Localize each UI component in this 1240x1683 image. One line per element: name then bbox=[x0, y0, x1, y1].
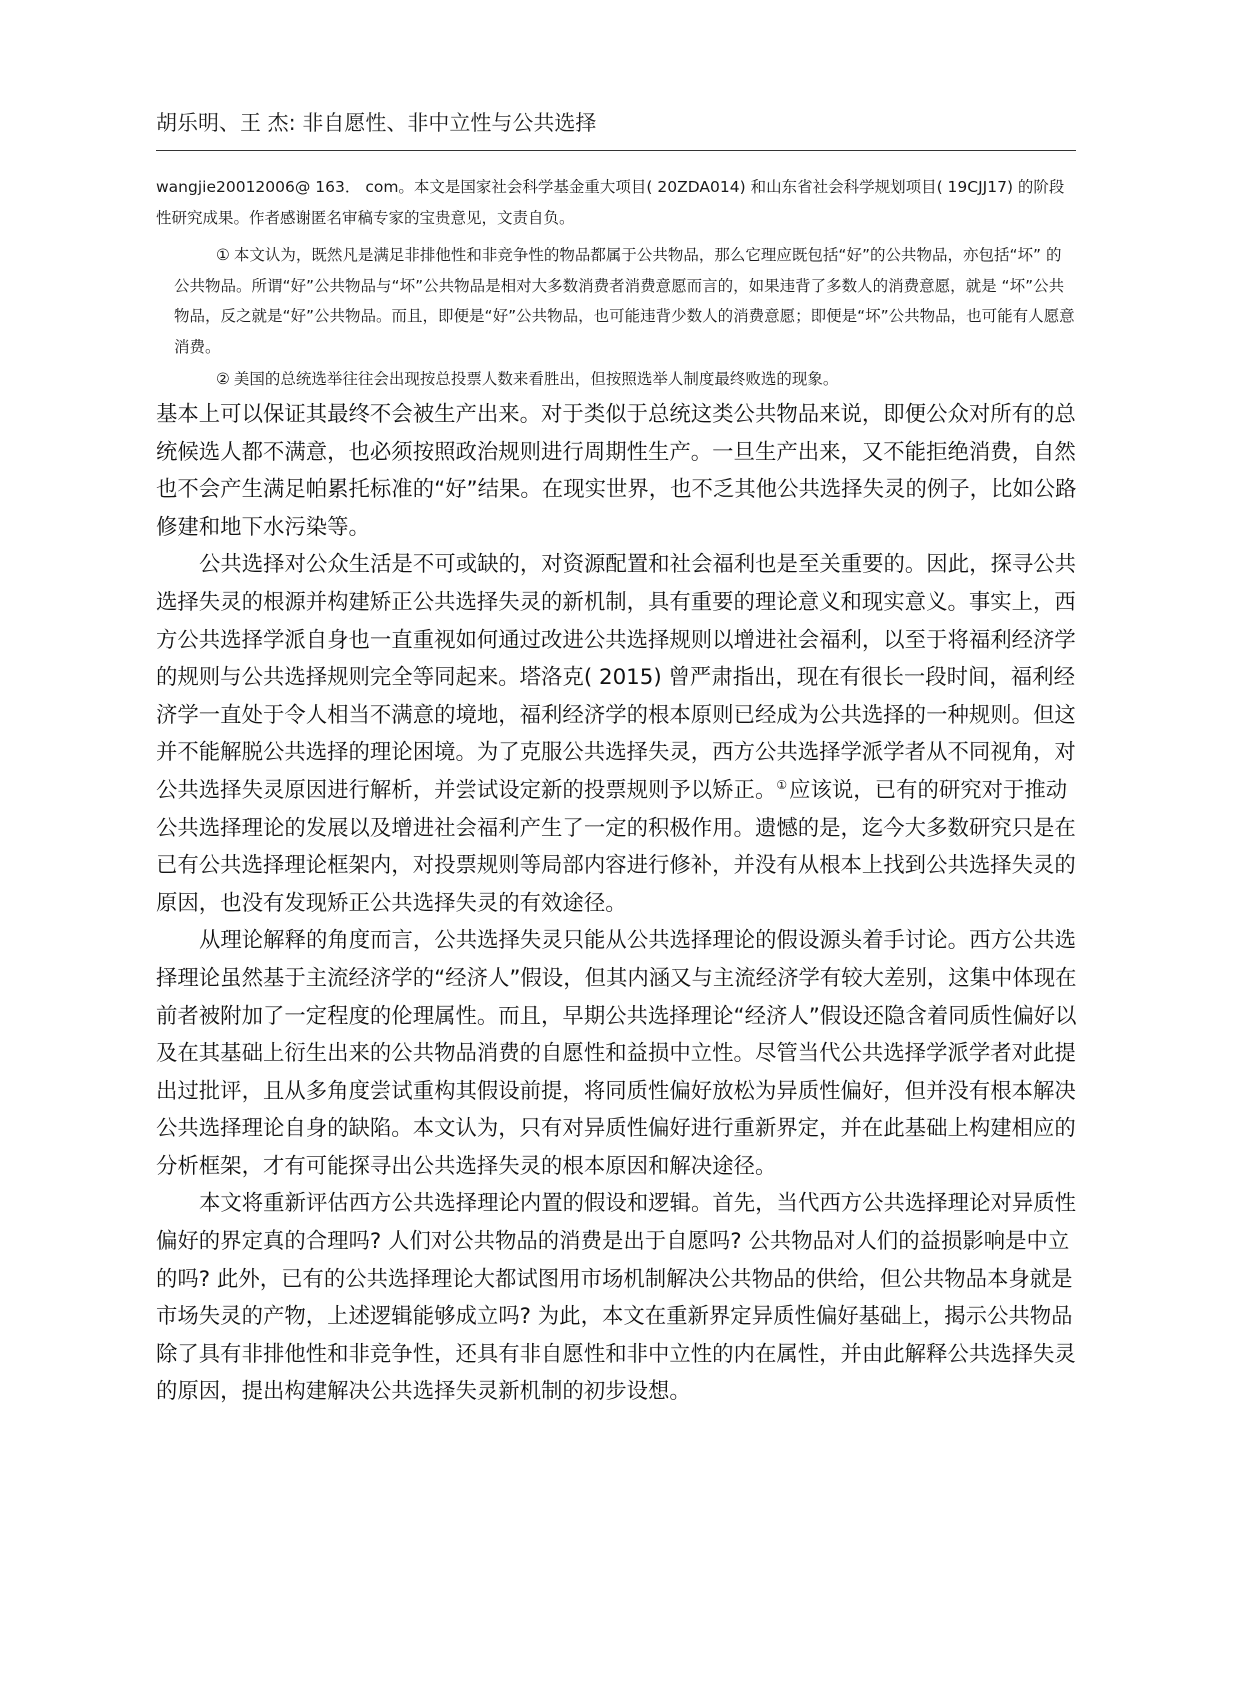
author-note: wangjie20012006@ 163． com。本文是国家社会科学基金重大项目( 20ZDA014) 和山东省社会科学规划项目( 19CJJ17) 的阶段性研究成果。作者感谢匿名审稿专家的宝贵意见，文责自负。 bbox=[156, 178, 1065, 227]
paragraph-1: 基本上可以保证其最终不会被生产出来。对于类似于总统这类公共物品来说，即便公众对所有的总统候选人都不满意，也必须按照政治规则进行周期性生产。一旦生产出来，又不能拒绝消费，自然也不会产生满足帕累托标准的“好”结果。在现实世界，也不乏其他公共选择失灵的例子，比如公路修建和地下水污染等。 bbox=[156, 402, 1077, 540]
paragraph-4: 本文将重新评估西方公共选择理论内置的假设和逻辑。首先，当代西方公共选择理论对异质性偏好的界定真的合理吗? 人们对公共物品的消费是出于自愿吗? 公共物品对人们的益损影响是中立的吗? 此外，已有的公共选择理论大都试图用市场机制解决公共物品的供给，但公共物品本身就是市场失灵的产物，上述逻辑能够成立吗? 为此，本文在重新界定异质性偏好基础上，揭示公共物品除了具有非排他性和非竞争性，还具有非自愿性和非中立性的内在属性，并由此解释公共选择失灵的原因，提出构建解决公共选择失灵新机制的初步设想。 bbox=[156, 1191, 1077, 1405]
footnotes-area bbox=[156, 172, 1076, 395]
header-rule bbox=[156, 150, 1076, 151]
footnote-2-mark: ② bbox=[216, 370, 230, 388]
paragraph-2-part-1: 公共选择对公众生活是不可或缺的，对资源配置和社会福利也是至关重要的。因此，探寻公共选择失灵的根源并构建矫正公共选择失灵的新机制，具有重要的理论意义和现实意义。事实上，西方公共选择学派自身也一直重视如何通过改进公共选择规则以增进社会福利，以至于将福利经济学的规则与公共选择规则完全等同起来。塔洛克( 2015) 曾严肃指出，现在有很长一段时间，福利经济学一直处于令人相当不满意的境地，福利经济学的根本原则已经成为公共选择的一种规则。但这并不能解脱公共选择的理论困境。为了克服公共选择失灵，西方公共选择学派学者从不同视角，对公共选择失灵原因进行解析，并尝试设定新的投票规则予以矫正。 bbox=[156, 552, 1077, 803]
paragraph-2 bbox=[156, 546, 1086, 922]
footnote-1 bbox=[156, 240, 1076, 362]
paragraph-2-part-2: 应该说，已有的研究对于推动公共选择理论的发展以及增进社会福利产生了一定的积极作用。遗憾的是，迄今大多数研究只是在已有公共选择理论框架内，对投票规则等局部内容进行修补，并没有从根本上找到公共选择失灵的原因，也没有发现矫正公共选择失灵的有效途径。 bbox=[156, 777, 1076, 916]
paragraph-3: 从理论解释的角度而言，公共选择失灵只能从公共选择理论的假设源头着手讨论。西方公共选择理论虽然基于主流经济学的“经济人”假设，但其内涵又与主流经济学有较大差别，这集中体现在前者被附加了一定程度的伦理属性。而且，早期公共选择理论“经济人”假设还隐含着同质性偏好以及在其基础上衍生出来的公共物品消费的自愿性和益损中立性。尽管当代公共选择学派学者对此提出过批评，且从多角度尝试重构其假设前提，将同质性偏好放松为异质性偏好，但并没有根本解决公共选择理论自身的缺陷。本文认为，只有对异质性偏好进行重新界定，并在此基础上构建相应的分析框架，才有可能探寻出公共选择失灵的根本原因和解决途径。 bbox=[156, 928, 1077, 1179]
footnote-2-text: 美国的总统选举往往会出现按总投票人数来看胜出，但按照选举人制度最终败选的现象。 bbox=[233, 370, 839, 388]
footnote-ref-1[interactable]: ① bbox=[776, 777, 788, 792]
running-head: 胡乐明、王 杰: 非自愿性、非中立性与公共选择 bbox=[156, 111, 597, 135]
body-text bbox=[156, 396, 1086, 1411]
footnote-1-mark: ① bbox=[216, 246, 230, 264]
footnote-2 bbox=[156, 364, 1076, 395]
footnote-1-text: 本文认为，既然凡是满足非排他性和非竞争性的物品都属于公共物品，那么它理应既包括“好”的公共物品，亦包括“坏” 的公共物品。所谓“好”公共物品与“坏”公共物品是相对大多数消费者消费意愿而言的，如果违背了多数人的消费意愿，就是 “坏”公共物品，反之就是“好”公共物品。而且，即便是“好”公共物品，也可能违背少数人的消费意愿；即便是“坏”公共物品，也可能有人愿意消费。 bbox=[174, 246, 1075, 356]
